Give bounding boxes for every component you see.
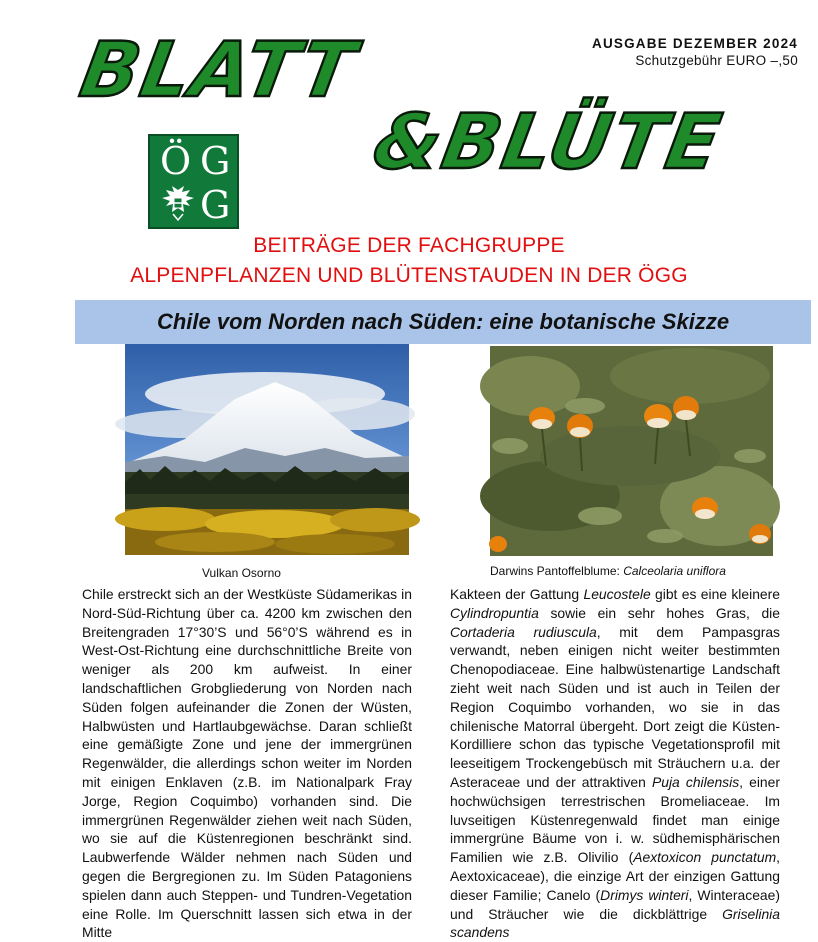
logo-letter: G xyxy=(200,183,231,227)
section-header-line1: BEITRÄGE DER FACHGRUPPE xyxy=(253,234,565,257)
photo-caption-text: Darwins Pantoffelblume: xyxy=(490,564,624,578)
article-column-left xyxy=(82,585,412,941)
photo-caption xyxy=(490,564,726,578)
issue-info xyxy=(592,36,798,68)
text-segment: , Winteraceae) und Sträucher wie die dickblättrige xyxy=(450,886,780,922)
issue-edition: AUSGABE DEZEMBER 2024 xyxy=(592,36,798,51)
text-segment: Chile erstreckt sich an der Westküste Südamerikas in Nord-Süd-Richtung über ca. 4200 km zwischen den Breitengraden 17°30’S und 56°0’S während es in West-Ost-Richtung eine durchschnittliche Breite von weniger als 200 km aufweist. In einer landschaftlichen Grobgliederung von Norden nach Süden folgen aufeinander die Zonen der Wüsten, Halbwüsten und Hartlaubgewächse. Daran schließt eine gemäßigte Zone und jene der immergrünen Regenwälder, die allerdings schon weiter im Norden mit einigen Enklaven (z.B. im Nationalpark Fray Jorge, Region Coquimbo) vorhanden sind. Die immergrünen Regenwälder ziehen weit nach Süden, wo sie auf die Küstenregionen beschränkt sind. Laubwerfende Wälder nehmen nach Süden und gegen die Bergregionen zu. Im Süden Patagoniens spielen dann auch Steppen- und Tundren-Vegetation eine Rolle. Im Querschnitt lassen sich etwa in der Mitte xyxy=(82,586,412,941)
species-name: Leucostele xyxy=(583,586,651,602)
oegg-logo xyxy=(148,134,239,229)
text-segment: , Aextoxicaceae), die einzige Art der einzigen Gattung dieser Familie; Canelo ( xyxy=(450,849,780,903)
species-name: Puja chilensis xyxy=(651,773,740,790)
article-title-bar xyxy=(75,300,811,344)
species-name: Drimys winteri xyxy=(600,886,689,903)
text-segment: Kakteen der Gattung xyxy=(450,586,584,602)
volcano-illustration xyxy=(125,344,409,555)
logo-letter: Ö xyxy=(160,139,192,183)
issue-fee: Schutzgebühr EURO –,50 xyxy=(635,53,798,68)
species-name: Aextoxicon punctatum xyxy=(633,849,777,866)
article-title: Chile vom Norden nach Süden: eine botanische Skizze xyxy=(156,309,730,334)
eagle-crest-icon xyxy=(160,184,196,224)
article-paragraph xyxy=(450,585,780,942)
article-paragraph xyxy=(82,585,412,942)
section-header-line2: ALPENPFLANZEN UND BLÜTENSTAUDEN IN DER ÖGG xyxy=(130,264,688,287)
photo-caption: Vulkan Osorno xyxy=(202,566,281,580)
text-segment: sowie ein sehr hohes Gras, die xyxy=(538,604,780,621)
masthead-title-line2: &BLÜTE xyxy=(367,97,729,186)
volcano-photo xyxy=(125,344,409,555)
logo-letter: G xyxy=(200,139,231,183)
text-segment: , einer hochwüchsigen terrestrischen Bromeliaceae. Im luvseitigen Küstenregenwald findet man einige immergrüne Bäume von i. w. südhemisphärischen Familien wie z.B. Olivilio ( xyxy=(450,773,780,866)
species-name: Cylindropuntia xyxy=(450,604,539,621)
calceolaria-photo xyxy=(490,346,773,556)
text-segment: gibt es eine kleinere xyxy=(650,586,780,602)
article-column-right xyxy=(450,585,780,941)
calceolaria-illustration xyxy=(490,346,773,556)
text-segment: , mit dem Pampasgras verwandt, neben einigen nicht weiter bestimmten Chenopodiaceae. Eine halbwüstenartige Landschaft zieht weit nach Süden und ist auch in Teilen der Region Coquimbo vorhanden, wo sie in das chilenische Matorral übergeht. Dort zeigt die Küsten-Kordilliere schon das typische Vegetationsprofil mit leeseitigem Trockengebüsch mit Sträuchern u.a. der Asteraceae und der attraktiven xyxy=(450,623,780,790)
species-name: Calceolaria uniflora xyxy=(623,564,726,578)
masthead-title-line1: BLATT xyxy=(74,25,364,114)
species-name: Cortaderia rudiuscula xyxy=(450,623,597,640)
species-name: Griselinia scandens xyxy=(450,905,780,941)
